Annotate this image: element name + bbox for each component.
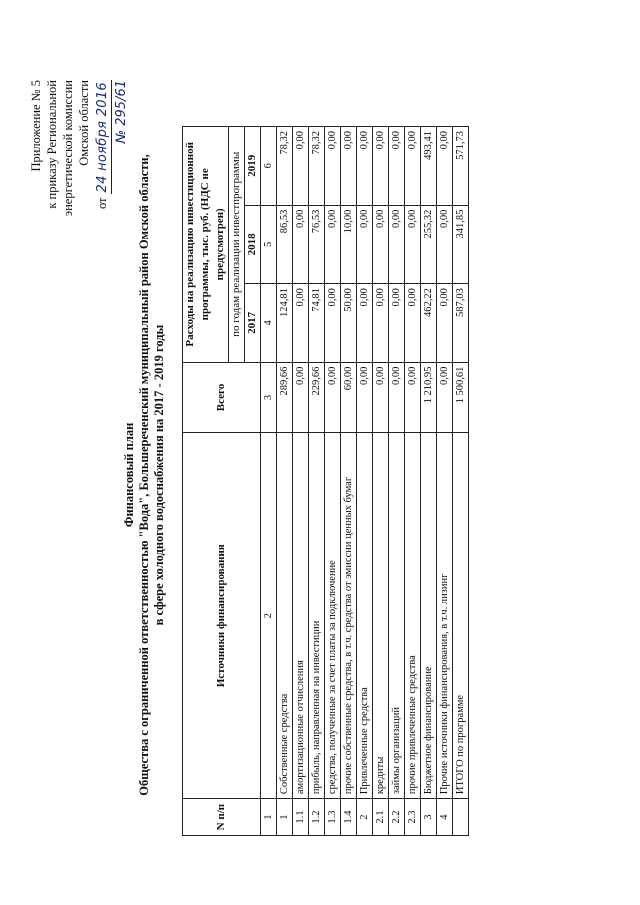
handwritten-order-number: № 295/61 — [114, 80, 129, 144]
header-year-2018: 2018 — [245, 205, 261, 284]
row-2017-cell: 462,22 — [421, 284, 437, 363]
row-number-cell: 2.1 — [373, 799, 389, 836]
row-source-cell: Прочие источники финансирования, в т.ч. лизинг — [437, 433, 453, 799]
row-number-cell: 3 — [421, 799, 437, 836]
row-2019-cell: 0,00 — [389, 127, 405, 206]
row-source-cell: прочие привлеченные средства — [405, 433, 421, 799]
header-total: Всего — [183, 362, 261, 433]
row-total-cell: 1 500,61 — [453, 362, 469, 433]
row-2018-cell: 0,00 — [325, 205, 341, 284]
index-cell: 1 — [261, 799, 277, 836]
row-total-cell: 289,66 — [277, 362, 293, 433]
table-row — [437, 127, 453, 836]
index-cell: 5 — [261, 205, 277, 284]
header-source: Источники финансирования — [183, 433, 261, 799]
row-2019-cell: 493,41 — [421, 127, 437, 206]
header-by-years: по годам реализации инвестпрограммы — [229, 127, 245, 363]
row-total-cell: 0,00 — [357, 362, 373, 433]
table-row — [309, 127, 325, 836]
row-number-cell: 2.2 — [389, 799, 405, 836]
document-title: Финансовый план — [122, 422, 136, 528]
approval-date-line — [94, 80, 112, 209]
row-2017-cell: 0,00 — [325, 284, 341, 363]
header-expenses: Расходы на реализацию инвестиционной программы, тыс. руб. (НДС не предусмотрен) — [183, 127, 229, 363]
financial-plan-table — [182, 126, 469, 836]
approval-line-3: энергетической комиссии — [61, 80, 75, 217]
table-header-row — [183, 127, 229, 836]
approval-line-1: Приложение № 5 — [29, 80, 43, 172]
row-total-cell: 0,00 — [325, 362, 341, 433]
index-cell: 4 — [261, 284, 277, 363]
document-title-block — [122, 70, 167, 880]
approval-stamp-block — [28, 80, 130, 330]
row-2019-cell: 78,32 — [309, 127, 325, 206]
row-2017-cell: 74,81 — [309, 284, 325, 363]
row-2018-cell: 0,00 — [373, 205, 389, 284]
row-2017-cell: 0,00 — [389, 284, 405, 363]
row-total-cell: 0,00 — [437, 362, 453, 433]
row-number-cell: 1 — [277, 799, 293, 836]
row-source-cell: ИТОГО по программе — [453, 433, 469, 799]
index-cell: 2 — [261, 433, 277, 799]
header-year-2017: 2017 — [245, 284, 261, 363]
approval-line-2: к приказу Региональной — [45, 80, 59, 209]
row-2018-cell: 0,00 — [293, 205, 309, 284]
row-total-cell: 0,00 — [293, 362, 309, 433]
row-total-cell: 0,00 — [389, 362, 405, 433]
approval-line-4: Омской области — [77, 80, 91, 166]
row-2017-cell: 124,81 — [277, 284, 293, 363]
header-n: N п/п — [183, 799, 261, 836]
table-row — [405, 127, 421, 836]
row-2017-cell: 0,00 — [357, 284, 373, 363]
row-2019-cell: 571,73 — [453, 127, 469, 206]
row-2018-cell: 0,00 — [389, 205, 405, 284]
row-2018-cell: 10,00 — [341, 205, 357, 284]
table-row — [357, 127, 373, 836]
row-source-cell: Привлеченные средства — [357, 433, 373, 799]
row-2019-cell: 0,00 — [293, 127, 309, 206]
row-number-cell — [453, 799, 469, 836]
row-2017-cell: 50,00 — [341, 284, 357, 363]
table-row — [389, 127, 405, 836]
row-source-cell: займы организаций — [389, 433, 405, 799]
row-2018-cell: 76,53 — [309, 205, 325, 284]
row-2018-cell: 0,00 — [437, 205, 453, 284]
row-2019-cell: 78,32 — [277, 127, 293, 206]
row-2019-cell: 0,00 — [373, 127, 389, 206]
row-2017-cell: 587,03 — [453, 284, 469, 363]
row-2018-cell: 0,00 — [357, 205, 373, 284]
row-2019-cell: 0,00 — [437, 127, 453, 206]
row-source-cell: средства, полученные за счет платы за подключение — [325, 433, 341, 799]
row-source-cell: Собственные средства — [277, 433, 293, 799]
table-row — [277, 127, 293, 836]
table-row — [293, 127, 309, 836]
row-number-cell: 1.3 — [325, 799, 341, 836]
row-2017-cell: 0,00 — [437, 284, 453, 363]
row-source-cell: прибыль, направленная на инвестиции — [309, 433, 325, 799]
table-row — [325, 127, 341, 836]
row-number-cell: 2 — [357, 799, 373, 836]
row-source-cell: Бюджетное финансирование — [421, 433, 437, 799]
total-row — [453, 127, 469, 836]
row-2017-cell: 0,00 — [405, 284, 421, 363]
table-row — [341, 127, 357, 836]
row-2017-cell: 0,00 — [373, 284, 389, 363]
row-number-cell: 1.4 — [341, 799, 357, 836]
document-page — [4, 50, 636, 900]
row-2018-cell: 0,00 — [405, 205, 421, 284]
row-2018-cell: 255,32 — [421, 205, 437, 284]
row-total-cell: 1 210,95 — [421, 362, 437, 433]
column-index-row — [261, 127, 277, 836]
header-year-2019: 2019 — [245, 127, 261, 206]
row-2018-cell: 341,85 — [453, 205, 469, 284]
document-subtitle-period: в сфере холодного водоснабжения на 2017 - 2019 годы — [152, 324, 166, 626]
index-cell: 3 — [261, 362, 277, 433]
row-source-cell: кредиты — [373, 433, 389, 799]
row-total-cell: 60,00 — [341, 362, 357, 433]
table-row — [373, 127, 389, 836]
row-2019-cell: 0,00 — [341, 127, 357, 206]
row-number-cell: 1.2 — [309, 799, 325, 836]
row-total-cell: 229,66 — [309, 362, 325, 433]
approval-date-prefix: от — [95, 197, 109, 210]
row-total-cell: 0,00 — [373, 362, 389, 433]
table-row — [421, 127, 437, 836]
row-source-cell: прочие собственные средства, в т.ч. средства от эмиссии ценных бумаг — [341, 433, 357, 799]
row-2018-cell: 86,53 — [277, 205, 293, 284]
row-total-cell: 0,00 — [405, 362, 421, 433]
document-subtitle-org: Общества с ограниченной ответственностью "Вода", Большереченский муниципальный район Омской области, — [137, 154, 151, 796]
row-2017-cell: 0,00 — [293, 284, 309, 363]
row-number-cell: 1.1 — [293, 799, 309, 836]
row-number-cell: 2.3 — [405, 799, 421, 836]
handwritten-date: 24 ноября 2016 — [95, 82, 110, 193]
row-2019-cell: 0,00 — [405, 127, 421, 206]
row-2019-cell: 0,00 — [357, 127, 373, 206]
table-body — [261, 127, 469, 836]
row-2019-cell: 0,00 — [325, 127, 341, 206]
row-number-cell: 4 — [437, 799, 453, 836]
row-source-cell: амортизационные отчисления — [293, 433, 309, 799]
index-cell: 6 — [261, 127, 277, 206]
